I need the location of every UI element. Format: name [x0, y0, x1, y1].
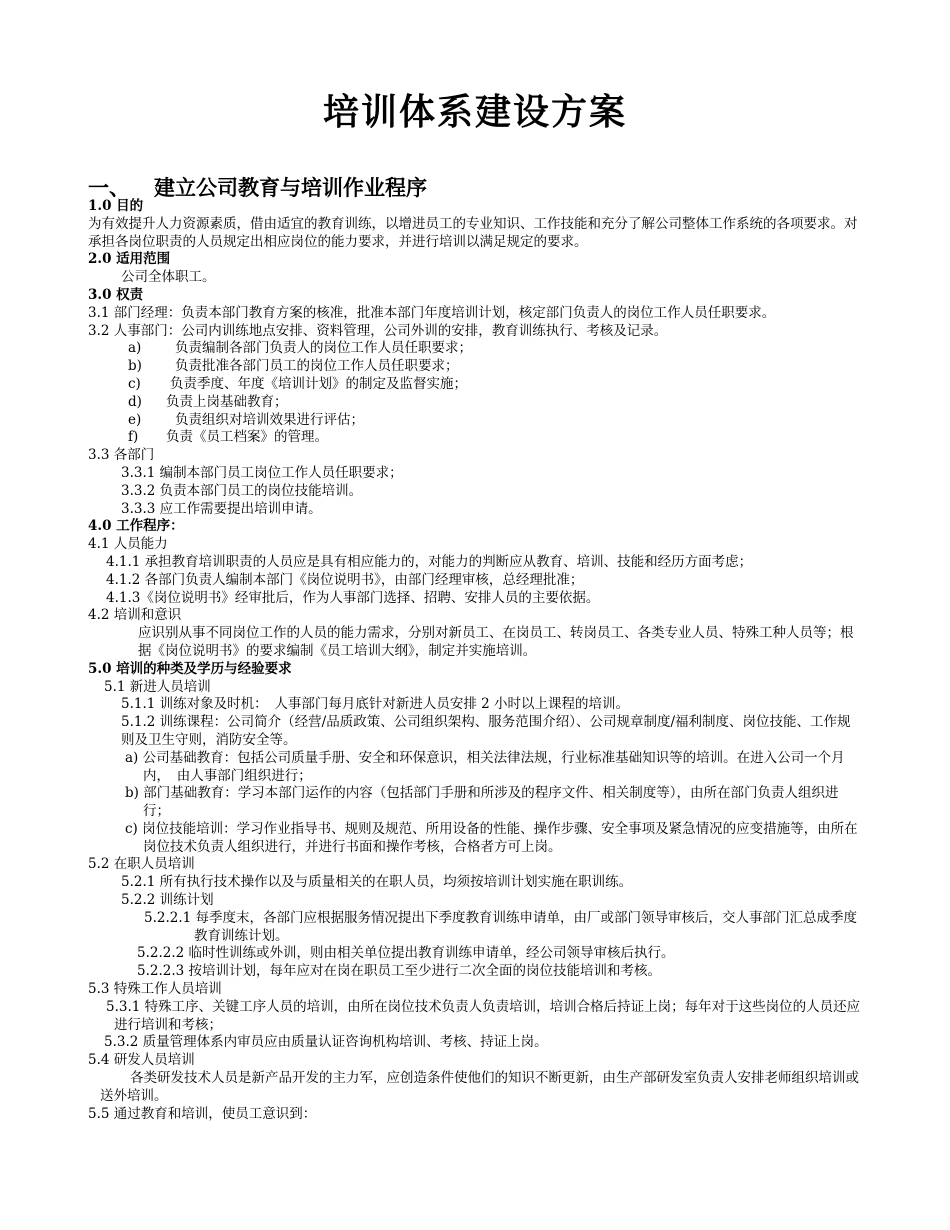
sub-item-c-text: c) 岗位技能培训：学习作业指导书、规则及规范、所用设备的性能、操作步骤、安全事项及紧急情况的应变措施等，由所在岗位技术负责人组织进行，并进行书面和操作考核，合格者方可上岗。: [125, 820, 858, 855]
document-title: 培训体系建设方案: [322, 92, 627, 133]
item-5-2-1: 5.2.1 所有执行技术操作以及与质量相关的在职人员，均须按培训计划实施在职训练。: [121, 874, 633, 891]
document-body: [88, 198, 863, 1123]
item-5-2-2: 5.2.2 训练计划: [121, 892, 214, 909]
item-3-1: 3.1 部门经理：负责本部门教育方案的核准，批准本部门年度培训计划，核定部门负责人的岗位工作人员任职要求。: [88, 304, 776, 321]
list-text: 负责批准各部门员工的岗位工作人员任职要求；: [175, 358, 459, 375]
list-text: 负责上岗基础教育；: [166, 393, 288, 410]
item-5-2-2-1: [88, 910, 863, 946]
list-marker: f): [128, 429, 139, 446]
list-marker: a): [128, 340, 142, 357]
item-4-1-3: 4.1.3《岗位说明书》经审批后，作为人事部门选择、招聘、安排人员的主要依据。: [106, 589, 600, 606]
item-3-3-3: 3.3.3 应工作需要提出培训申请。: [121, 500, 322, 517]
purpose-paragraph: 为有效提升人力资源素质，借由适宜的教育训练，以增进员工的专业知识、工作技能和充分了解公司整体工作系统的各项要求。对承担各岗位职责的人员规定出相应岗位的能力要求，并进行培训以满足规定的要求。: [88, 215, 858, 250]
list-item: [88, 358, 863, 376]
list-marker: b): [128, 358, 142, 375]
item-4-2: 4.2 培训和意识: [88, 607, 182, 624]
item-5-1: 5.1 新进人员培训: [104, 678, 211, 695]
item-4-1-1: 4.1.1 承担教育培训职责的人员应是具有相应能力的，对能力的判断应从教育、培训、技能和经历方面考虑；: [106, 553, 753, 570]
scope-paragraph: 公司全体职工。: [121, 269, 216, 286]
list-marker: c): [128, 375, 141, 392]
item-5-2: 5.2 在职人员培训: [88, 856, 195, 873]
list-text: 负责编制各部门负责人的岗位工作人员任职要求；: [175, 340, 472, 357]
list-item: [88, 340, 863, 358]
item-5-3-2: 5.3.2 质量管理体系内审员应由质量认证咨询机构培训、考核、持证上岗。: [104, 1034, 548, 1051]
list-text: 负责组织对培训效果进行评估；: [175, 411, 364, 428]
list-item: [88, 429, 863, 447]
sub-item-a-text: a) 公司基础教育：包括公司质量手册、安全和环保意识，相关法律法规，行业标准基础知识等的培训。在进入公司一个月内， 由人事部门组织进行；: [125, 749, 845, 784]
item-5-4-text: 各类研发技术人员是新产品开发的主力军，应创造条件使他们的知识不断更新，由生产部研发室负责人安排老师组织培训或送外培训。: [100, 1070, 859, 1104]
item-5-2-2-3: 5.2.2.3 按培训计划，每年应对在岗在职员工至少进行二次全面的岗位技能培训和考核。: [137, 963, 662, 980]
item-3-3-1: 3.3.1 编制本部门员工岗位工作人员任职要求；: [121, 464, 403, 481]
item-5-3-1: [88, 999, 863, 1035]
sub-item-c: [88, 821, 863, 857]
heading-2-0: 2.0 适用范围: [88, 251, 171, 268]
item-4-1-2: 4.1.2 各部门负责人编制本部门《岗位说明书》，由部门经理审核，总经理批准；: [106, 571, 584, 588]
section-title: 建立公司教育与培训作业程序: [154, 176, 427, 200]
list-item: [88, 376, 863, 394]
list-item: [88, 412, 863, 430]
item-5-1-2: 5.1.2 训练课程：公司简介（经营/品质政策、公司组织架构、服务范围介绍）、公司规章制度/福利制度、岗位技能、工作规则及卫生守则，消防安全等。: [121, 714, 851, 748]
item-5-2-2-1-text: 5.2.2.1 每季度末，各部门应根据服务情况提出下季度教育训练申请单，由厂或部门领导审核后，交人事部门汇总成季度教育训练计划。: [144, 909, 858, 944]
list-marker: e): [128, 411, 142, 428]
item-5-4: 5.4 研发人员培训: [88, 1052, 195, 1069]
list-text: 负责《员工档案》的管理。: [166, 429, 328, 446]
sub-item-b-text: b) 部门基础教育：学习本部门运作的内容（包括部门手册和所涉及的程序文件、相关制度等），由所在部门负责人组织进行；: [125, 785, 839, 820]
item-4-2-text: 应识别从事不同岗位工作的人员的能力需求，分别对新员工、在岗员工、转岗员工、各类专业人员、特殊工种人员等；根据《岗位说明书》的要求编制《员工培训大纲》，制定并实施培训。: [138, 625, 854, 659]
item-5-1-1: 5.1.1 训练对象及时机： 人事部门每月底针对新进人员安排 2 小时以上课程的培训。: [121, 696, 630, 713]
item-5-3-1-text: 5.3.1 特殊工序、关键工序人员的培训，由所在岗位技术负责人负责培训，培训合格后持证上岗；每年对于这些岗位的人员还应进行培训和考核；: [106, 998, 861, 1033]
heading-5-0: 5.0 培训的种类及学历与经验要求: [88, 660, 292, 677]
item-3-3-2: 3.3.2 负责本部门员工的岗位技能培训。: [121, 482, 363, 499]
list-text: 负责季度、年度《培训计划》的制定及监督实施；: [170, 375, 467, 392]
item-5-2-2-2: 5.2.2.2 临时性训练或外训，则由相关单位提出教育训练申请单，经公司领导审核后执行。: [137, 945, 675, 962]
heading-1-0: 1.0 目的: [88, 198, 144, 214]
heading-4-0: 4.0 工作程序：: [88, 518, 184, 535]
sub-item-a: [88, 750, 863, 786]
item-5-5: 5.5 通过教育和培训，使员工意识到：: [88, 1105, 317, 1122]
sub-item-b: [88, 785, 863, 821]
list-marker: d): [128, 393, 142, 410]
heading-3-0: 3.0 权责: [88, 286, 144, 303]
list-item: [88, 394, 863, 412]
item-3-2: 3.2 人事部门：公司内训练地点安排、资料管理，公司外训的安排，教育训练执行、考核及记录。: [88, 322, 668, 339]
item-5-3: 5.3 特殊工作人员培训: [88, 981, 222, 998]
item-4-1: 4.1 人员能力: [88, 536, 168, 553]
section-number: 一、: [88, 176, 130, 200]
item-3-3: 3.3 各部门: [88, 447, 155, 464]
